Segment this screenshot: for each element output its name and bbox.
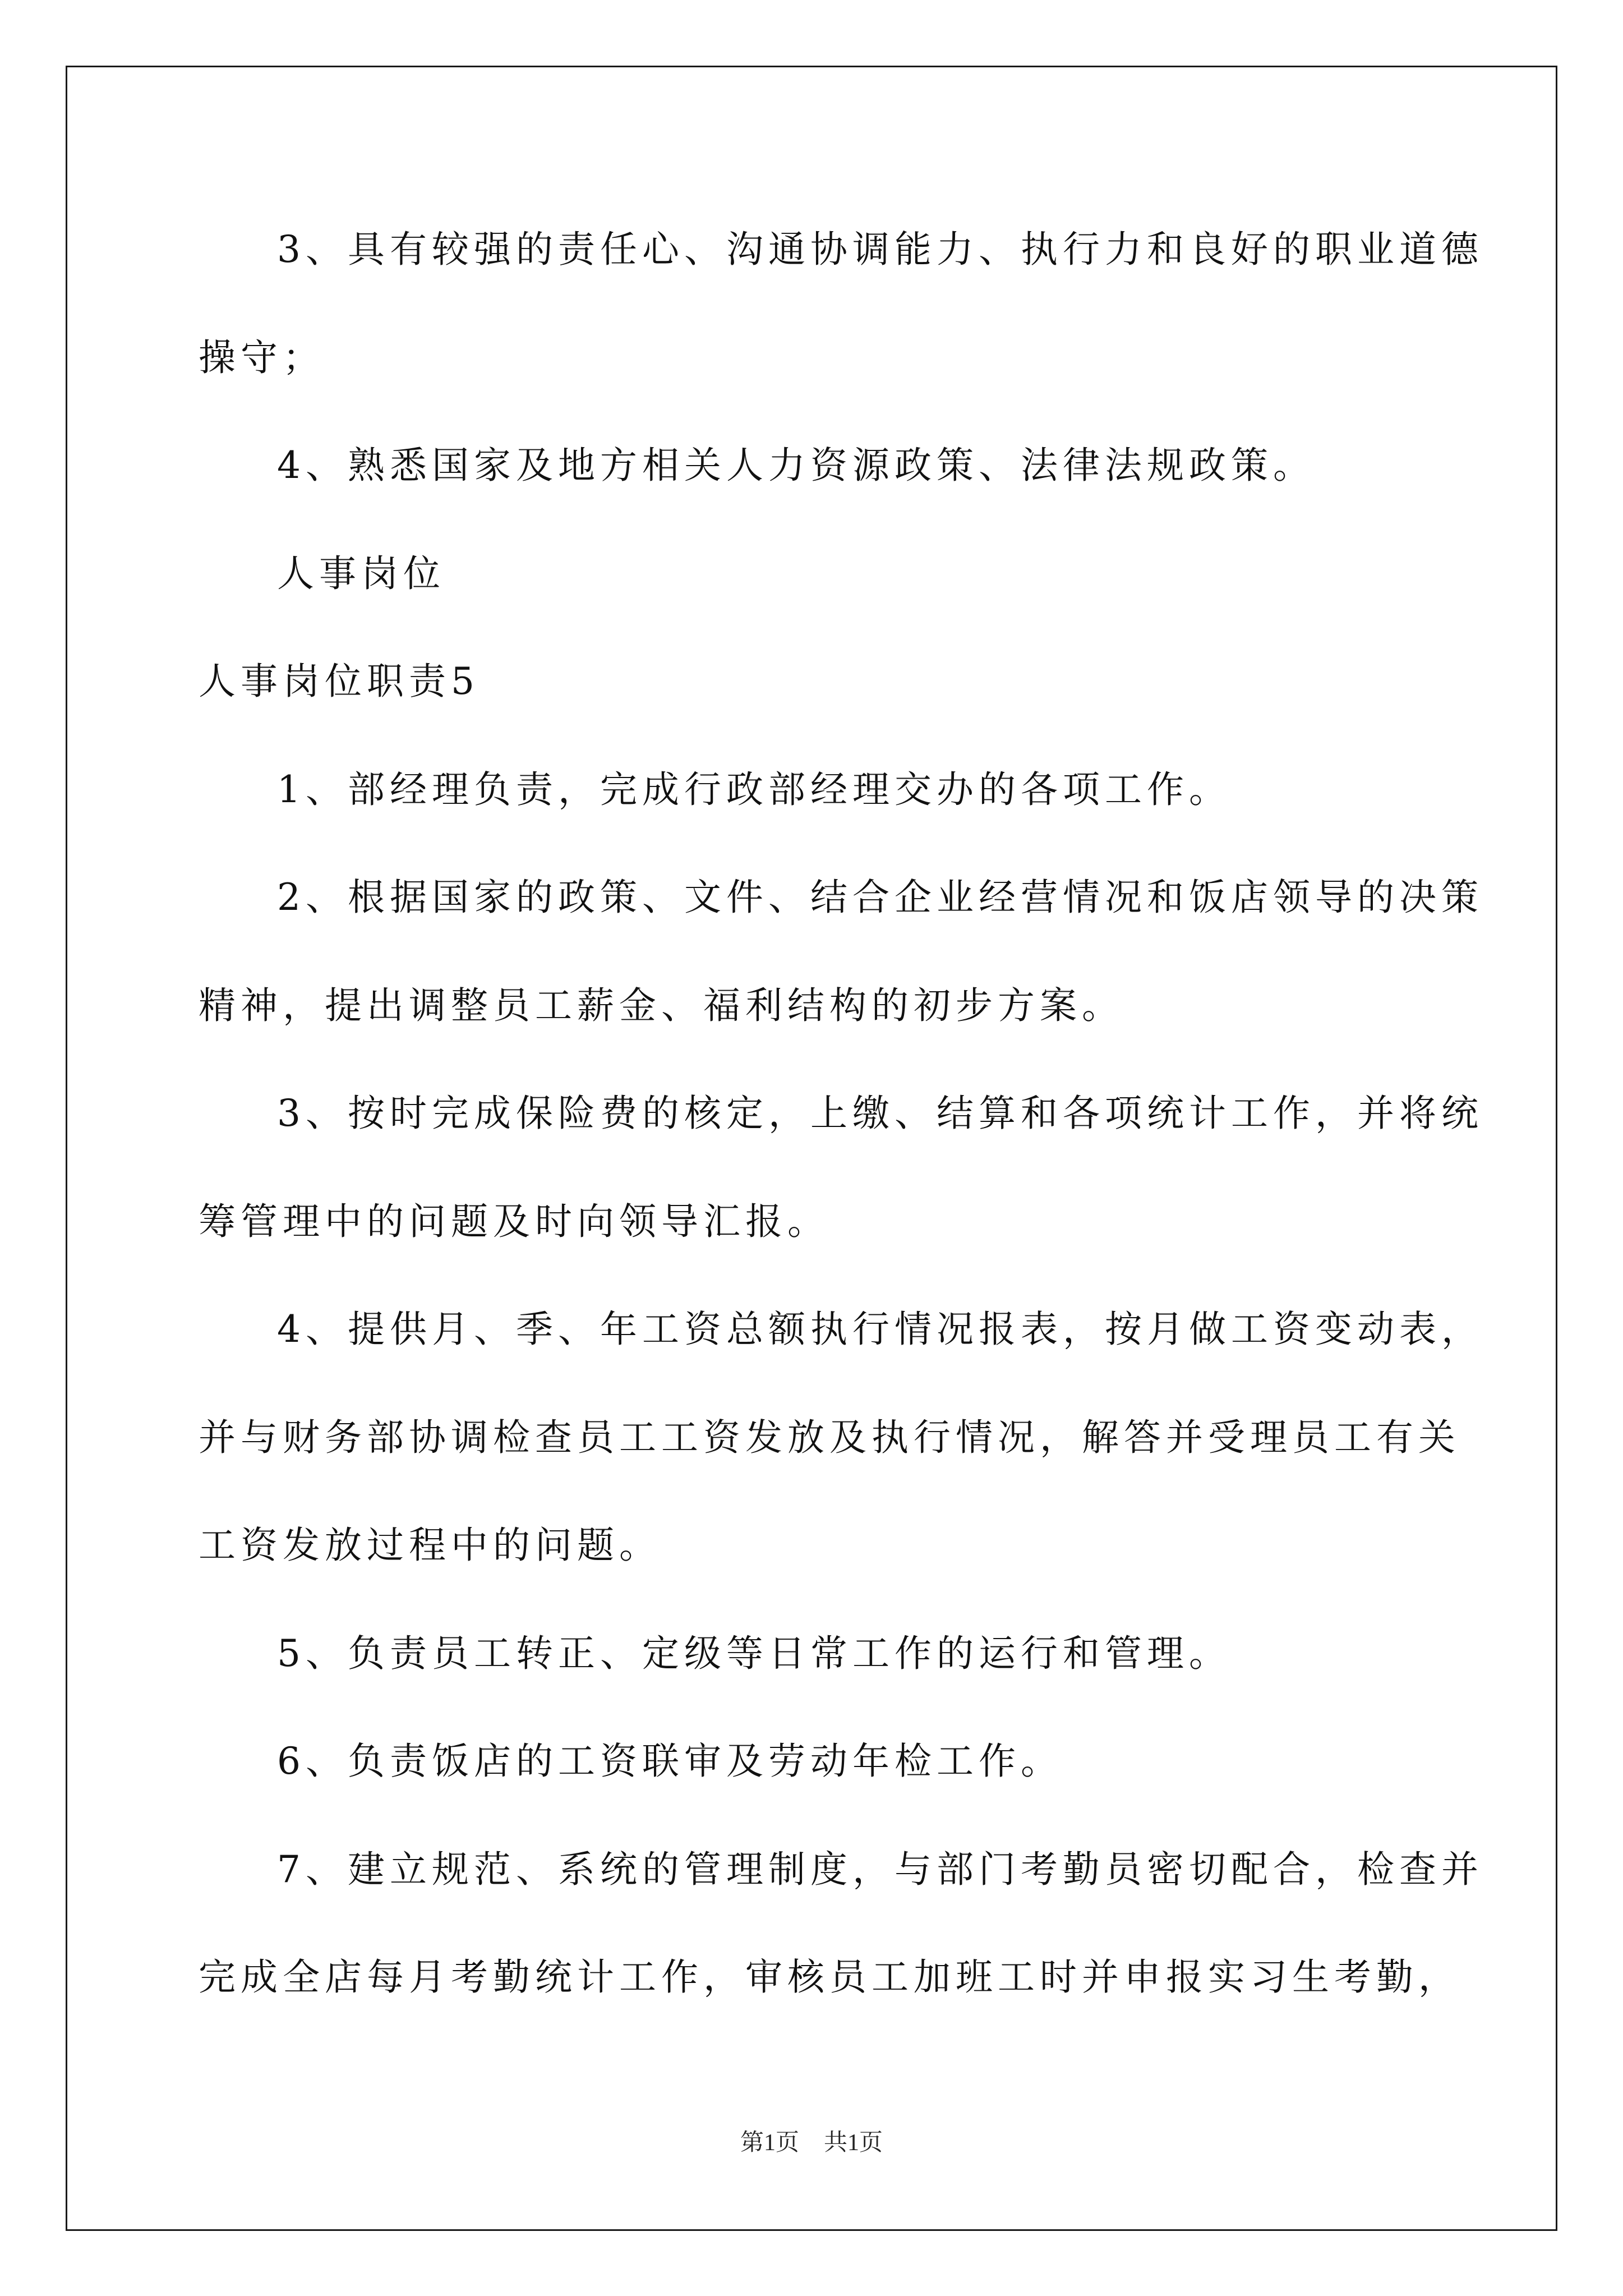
paragraph-line: 操守； [199,336,325,379]
section-heading: 人事岗位职责5 [199,660,479,703]
paragraph-line: 3、具有较强的责任心、沟通协调能力、执行力和良好的职业道德 [277,228,1483,271]
paragraph-line: 3、按时完成保险费的核定，上缴、结算和各项统计工作，并将统 [277,1092,1483,1135]
page-total: 共1页 [824,2130,883,2156]
paragraph-line: 6、负责饭店的工资联审及劳动年检工作。 [277,1740,1063,1783]
paragraph-line: 7、建立规范、系统的管理制度，与部门考勤员密切配合，检查并 [277,1848,1483,1891]
paragraph-line: 2、根据国家的政策、文件、结合企业经营情况和饭店领导的决策 [277,876,1483,919]
paragraph-line: 完成全店每月考勤统计工作，审核员工加班工时并申报实习生考勤， [199,1955,1460,1999]
paragraph-line: 1、部经理负责，完成行政部经理交办的各项工作。 [277,768,1231,811]
page-footer [0,2129,1623,2157]
paragraph-line: 5、负责员工转正、定级等日常工作的运行和管理。 [277,1632,1231,1675]
page-border [66,66,1557,2231]
paragraph-line: 筹管理中的问题及时向领导汇报。 [199,1200,829,1243]
page-number: 第1页 [740,2130,799,2156]
paragraph-line: 精神，提出调整员工薪金、福利结构的初步方案。 [199,984,1124,1027]
paragraph-line: 工资发放过程中的问题。 [199,1524,661,1567]
paragraph-line: 4、提供月、季、年工资总额执行情况报表，按月做工资变动表， [277,1308,1483,1351]
paragraph-line: 并与财务部协调检查员工工资发放及执行情况，解答并受理员工有关 [199,1416,1460,1459]
section-label: 人事岗位 [277,552,445,595]
paragraph-line: 4、熟悉国家及地方相关人力资源政策、法律法规政策。 [277,444,1315,487]
